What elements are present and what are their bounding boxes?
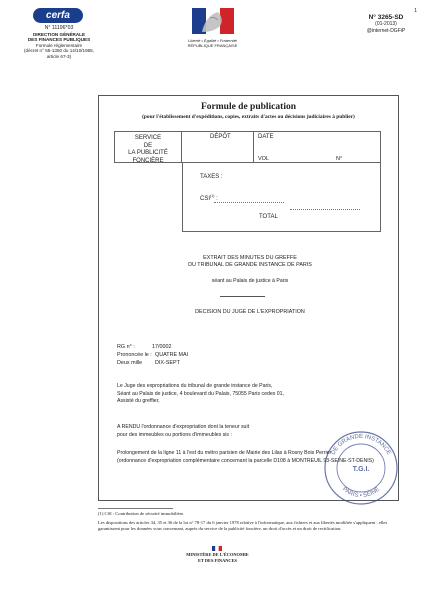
deux-mille-label: Deux mille <box>117 360 143 366</box>
form-date: (01-2013) <box>375 21 397 27</box>
form-ref-line-3: article 67-3) <box>46 53 72 59</box>
service-line-1: SERVICE <box>134 135 162 141</box>
no-label: N° <box>336 156 343 162</box>
cerfa-logo: cerfa <box>33 8 83 23</box>
republic-name: RÉPUBLIQUE FRANÇAISE <box>187 43 238 48</box>
juge-line-2: Séant au Palais de justice, 4 boulevard du Palais, 75055 Paris cedex 01, <box>117 390 284 397</box>
court-stamp-icon <box>322 429 400 507</box>
extrait-line-1: EXTRAIT DES MINUTES DU GREFFE <box>203 255 297 261</box>
stamp-text-top: DE GRANDE INSTANCE <box>330 433 392 457</box>
republic-block <box>175 38 250 48</box>
marianne-logo-icon <box>192 8 234 34</box>
depot-box <box>182 131 254 163</box>
rendu-line-2: pour des immeubles ou portions d'immeubles sis : <box>117 431 232 438</box>
rg-value: 17/0002 <box>152 344 172 350</box>
prolong-line-1: Prolongement de la ligne 11 à l'est du métro parisien de Mairie des Lilas à Rosny Bois Perrier <box>117 450 332 456</box>
rg-row <box>117 343 172 351</box>
svg-text:PARIS • SEINE <box>341 486 381 499</box>
footnote: (1) CSI : Contribution de sécurité immobilière. <box>98 511 185 516</box>
prononce-row <box>117 351 189 359</box>
rg-label: RG n° : <box>117 344 135 350</box>
form-subtitle: (pour l'établissement d'expéditions, copies, extraits d'actes ou décisions judiciaires à publier) <box>142 114 355 120</box>
decision-heading: DECISION DU JUGE DE L'EXPROPRIATION <box>195 309 305 315</box>
service-box <box>114 131 182 163</box>
date-box <box>254 131 381 163</box>
legal-notice: Les dispositions des articles 34, 35 et 36 de la loi n° 78-17 du 6 janvier 1978 relative à l'informatique, aux fichiers et aux libertés modifiée s'appliquent : elles garantissent pour les données vous concernant, auprès du service de la publicité foncière, un droit d'accès et un droit de rectification. <box>98 520 388 531</box>
extrait-line-2: DU TRIBUNAL DE GRANDE INSTANCE DE PARIS <box>188 261 312 268</box>
deux-mille-value: DIX-SEPT <box>155 360 180 366</box>
ministry-emblem-icon <box>212 546 222 551</box>
form-ref-line-1: Formule réglementaire <box>35 42 83 48</box>
csi-sup: (1) <box>210 194 215 198</box>
extrait-heading <box>150 255 350 268</box>
csi-text: CSI <box>200 196 211 202</box>
total-label: TOTAL <box>259 214 278 220</box>
copyright: @internet-DGFiP <box>366 27 406 34</box>
ministry-line-2: ET DES FINANCES <box>198 558 237 563</box>
date-label: DATE <box>258 134 274 140</box>
cerfa-number: N° 11196*03 <box>44 25 74 31</box>
republic-motto: Liberté • Égalité • Fraternité <box>188 38 237 43</box>
vol-label: VOL <box>258 156 270 162</box>
csi-dotted-line-2 <box>290 209 360 210</box>
prononce-value: QUATRE MAI <box>155 352 189 358</box>
rendu-line-1: A RENDU l'ordonnance d'expropriation dont la teneur suit <box>117 424 250 430</box>
juge-line-1: Le Juge des expropriations du tribunal de grande instance de Paris, <box>117 383 273 389</box>
ministry-line-1: MINISTÈRE DE L'ÉCONOMIE <box>186 552 249 557</box>
seant-line: séant au Palais de justice à Paris <box>211 278 289 284</box>
agency-line-2: DES FINANCES PUBLIQUES <box>27 37 91 43</box>
ministry-name <box>170 552 265 564</box>
service-line-3: LA PUBLICITÉ FONCIÈRE <box>128 150 168 164</box>
csi-colon: : <box>214 196 218 202</box>
deux-mille-row <box>117 359 180 367</box>
rg-block <box>117 343 189 367</box>
prolong-line-2: (ordonnance d'expropriation complémentaire concernant la parcelle D108 à MONTREUIL 93-SEINE-ST-DENIS) <box>117 457 374 464</box>
juge-line-3: Assisté du greffier, <box>117 398 160 405</box>
prononce-label: Prononcée le : <box>117 352 152 358</box>
footnote-rule <box>98 508 173 509</box>
stamp-text-bottom: PARIS • SEINE <box>340 486 382 500</box>
form-number: N° 3265-SD <box>368 13 404 21</box>
depot-label: DÉPÔT <box>210 134 231 140</box>
juge-paragraph <box>117 383 377 406</box>
taxes-label: TAXES : <box>200 174 223 180</box>
csi-dotted-line <box>214 202 284 203</box>
agency-line-1: DIRECTION GÉNÉRALE <box>32 31 86 37</box>
service-line-2: DE <box>143 142 153 149</box>
csi-label <box>200 194 218 202</box>
stamp-center: T.G.I. <box>352 466 370 473</box>
cerfa-info <box>14 26 104 60</box>
page-number: 1 <box>414 8 417 14</box>
form-id-block <box>355 8 417 34</box>
form-title: Formule de publication <box>200 102 296 112</box>
svg-text:DE GRANDE INSTANCE <box>330 434 391 456</box>
form-ref-line-2: (décret n° 55-1350 du 14/10/1955, <box>23 48 95 54</box>
separator-line <box>220 296 265 297</box>
